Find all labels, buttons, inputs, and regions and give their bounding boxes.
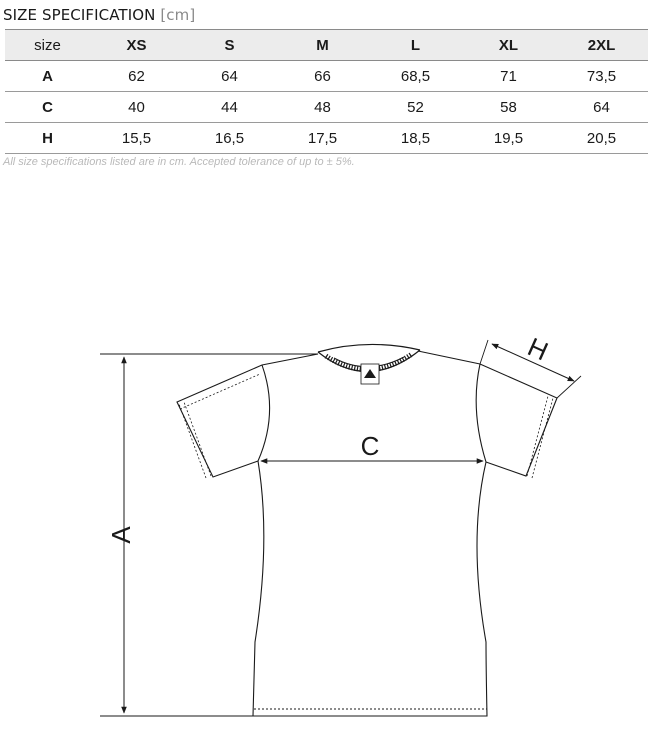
title-text: SIZE SPECIFICATION [3, 6, 156, 24]
table-cell: 68,5 [369, 61, 462, 92]
table-cell: 40 [90, 92, 183, 123]
column-header: M [276, 30, 369, 61]
label-c: C [360, 431, 380, 461]
row-label: C [5, 92, 90, 123]
row-label: A [5, 61, 90, 92]
table-cell: 17,5 [276, 123, 369, 154]
table-cell: 48 [276, 92, 369, 123]
label-h: H [523, 331, 553, 367]
column-header: 2XL [555, 30, 648, 61]
column-header: S [183, 30, 276, 61]
tshirt-outline [177, 351, 557, 716]
table-cell: 64 [183, 61, 276, 92]
table-cell: 58 [462, 92, 555, 123]
table-cell: 64 [555, 92, 648, 123]
table-cell: 20,5 [555, 123, 648, 154]
tolerance-note: All size specifications listed are in cm. Accepted tolerance of up to ± 5%. [3, 156, 355, 168]
table-cell: 18,5 [369, 123, 462, 154]
dimension-a [100, 354, 318, 716]
dimension-c [261, 431, 483, 461]
table-cell: 73,5 [555, 61, 648, 92]
table-cell: 71 [462, 61, 555, 92]
column-header: L [369, 30, 462, 61]
column-header: XS [90, 30, 183, 61]
column-header: size [5, 30, 90, 61]
table-cell: 52 [369, 92, 462, 123]
table-cell: 44 [183, 92, 276, 123]
table-cell: 16,5 [183, 123, 276, 154]
table-cell: 66 [276, 61, 369, 92]
column-header: XL [462, 30, 555, 61]
table-cell: 15,5 [90, 123, 183, 154]
brand-label-icon [361, 364, 379, 384]
title-unit: [cm] [160, 6, 196, 24]
label-a: A [106, 526, 136, 544]
dimension-h [480, 331, 581, 398]
table-cell: 19,5 [462, 123, 555, 154]
row-label: H [5, 123, 90, 154]
table-cell: 62 [90, 61, 183, 92]
